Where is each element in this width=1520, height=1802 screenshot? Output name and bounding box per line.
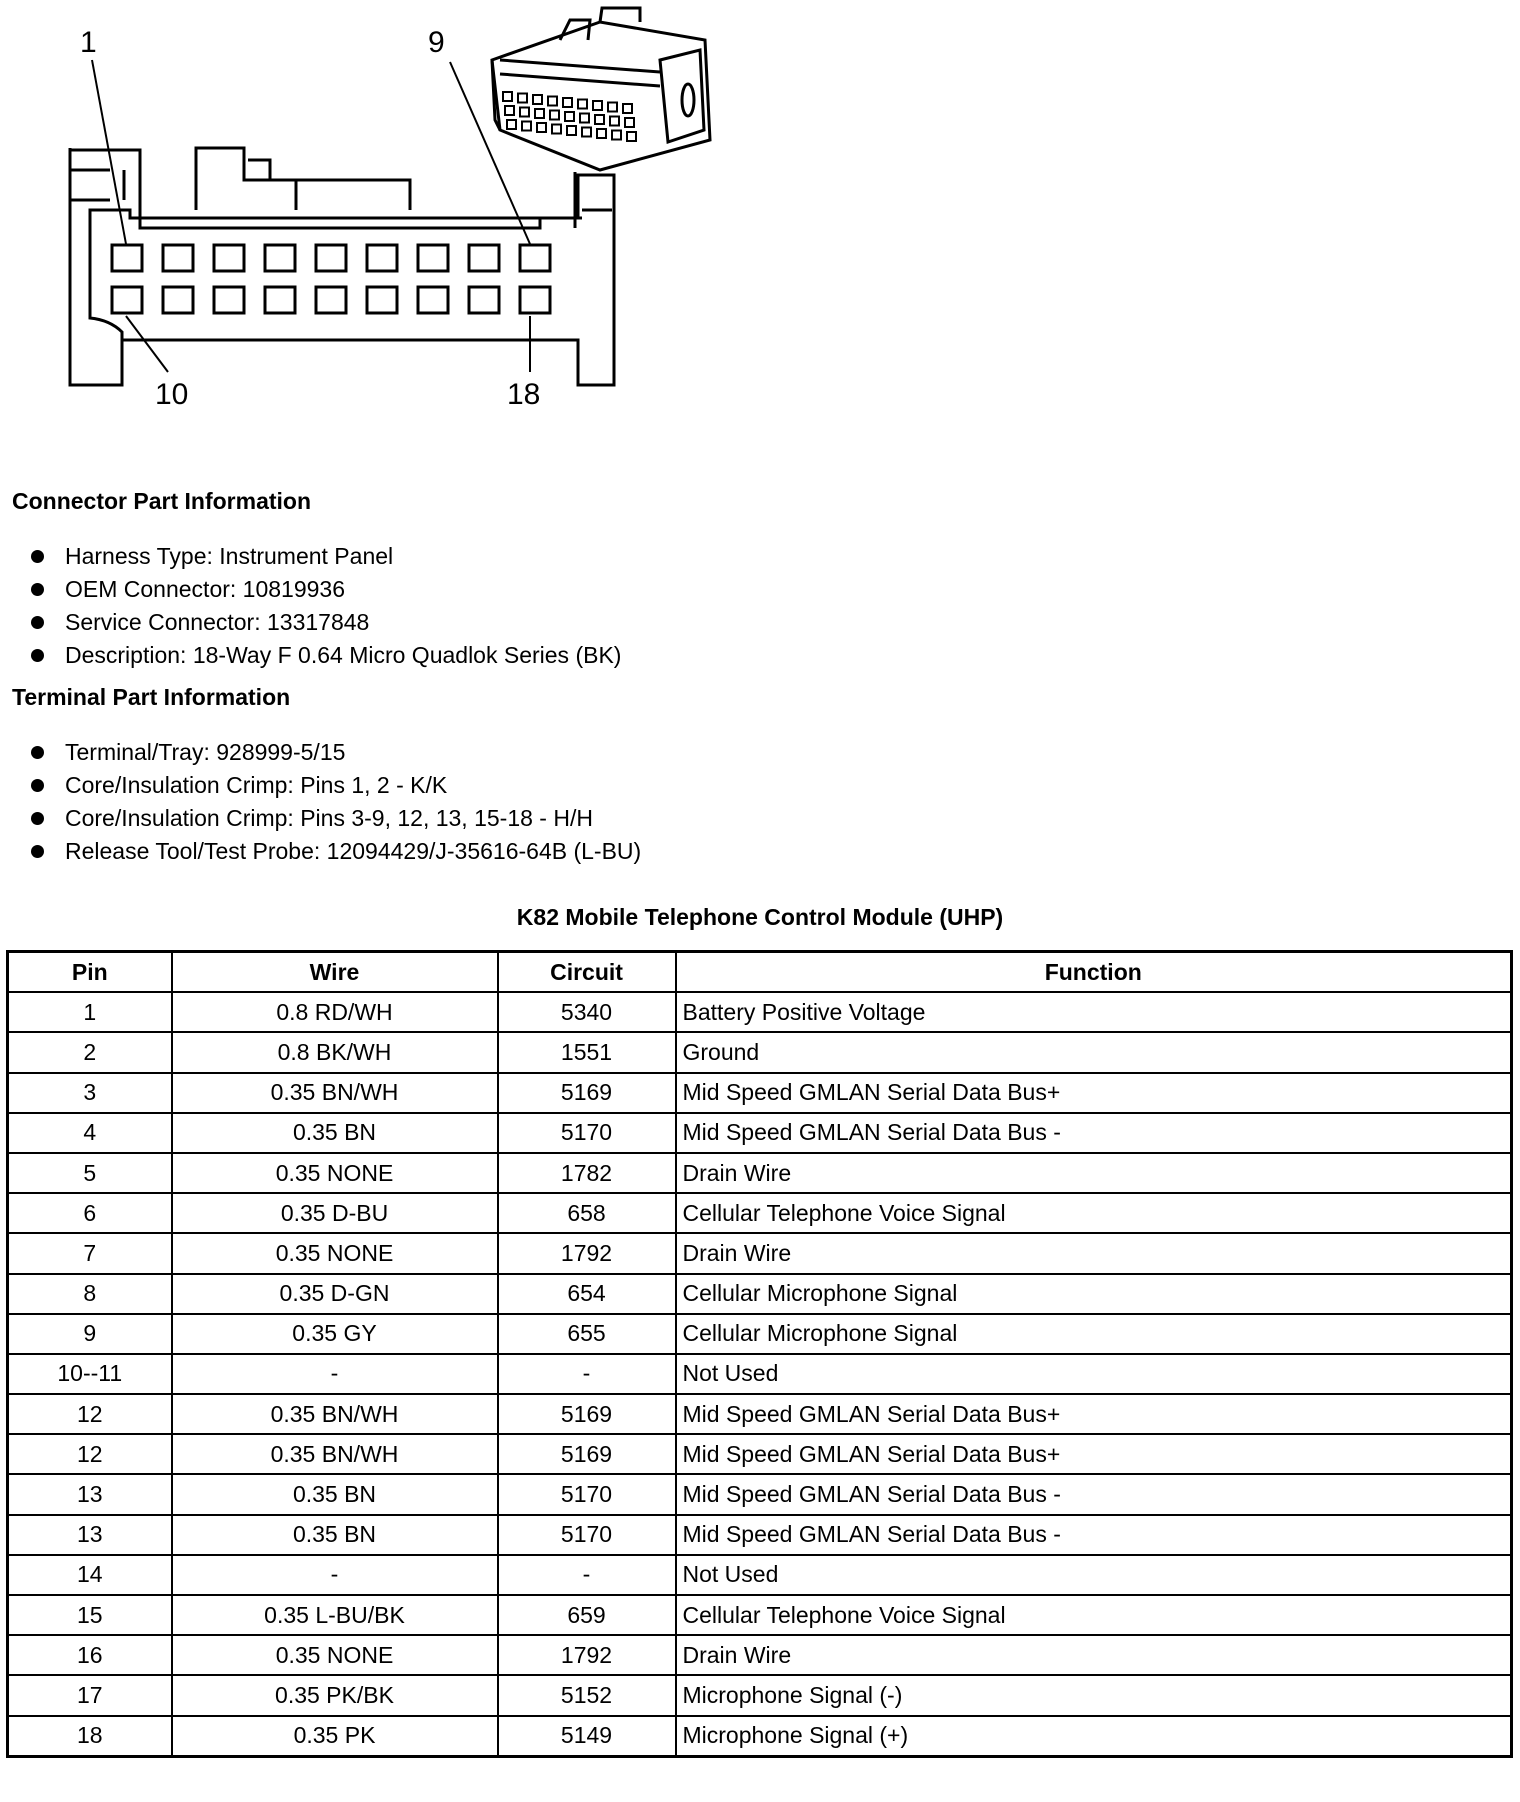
cell-circuit: 659 (498, 1595, 676, 1635)
cell-function: Mid Speed GMLAN Serial Data Bus - (676, 1515, 1512, 1555)
bullet-icon (31, 812, 44, 825)
cell-circuit: 5170 (498, 1113, 676, 1153)
cell-function: Drain Wire (676, 1233, 1512, 1273)
cell-function: Mid Speed GMLAN Serial Data Bus+ (676, 1434, 1512, 1474)
table-row (8, 1032, 1512, 1072)
connector-info-list (28, 540, 621, 672)
table-row (8, 1314, 1512, 1354)
cell-wire: 0.35 NONE (172, 1635, 498, 1675)
list-item: Description: 18-Way F 0.64 Micro Quadlok Series (BK) (28, 639, 621, 672)
terminal-info-heading: Terminal Part Information (12, 684, 291, 710)
icon-cavity (567, 126, 576, 135)
icon-cavity (550, 111, 559, 120)
cell-wire: 0.8 RD/WH (172, 992, 498, 1032)
table-row (8, 1233, 1512, 1273)
icon-cavity (537, 123, 546, 132)
pin-cavity (265, 287, 295, 313)
list-item: Harness Type: Instrument Panel (28, 540, 621, 573)
list-item: Core/Insulation Crimp: Pins 1, 2 - K/K (28, 769, 641, 802)
cell-pin: 12 (8, 1394, 172, 1434)
cell-pin: 8 (8, 1274, 172, 1314)
connector-inner-outline (90, 210, 582, 348)
icon-cavity (623, 104, 632, 113)
table-row (8, 1354, 1512, 1394)
table-row (8, 1716, 1512, 1757)
cell-wire: - (172, 1354, 498, 1394)
table-row (8, 1394, 1512, 1434)
cell-circuit: 5149 (498, 1716, 676, 1757)
cell-function: Drain Wire (676, 1635, 1512, 1675)
cell-wire: 0.35 PK (172, 1716, 498, 1757)
cell-pin: 1 (8, 992, 172, 1032)
pin-cavity (214, 245, 244, 271)
pin-cavity (469, 245, 499, 271)
cell-pin: 15 (8, 1595, 172, 1635)
list-item: OEM Connector: 10819936 (28, 573, 621, 606)
cell-pin: 9 (8, 1314, 172, 1354)
cell-function: Battery Positive Voltage (676, 992, 1512, 1032)
pin-cavity (163, 245, 193, 271)
list-item: Release Tool/Test Probe: 12094429/J-35616-64B (L-BU) (28, 835, 641, 868)
icon-cavity (597, 129, 606, 138)
list-item: Service Connector: 13317848 (28, 606, 621, 639)
cell-wire: 0.35 BN (172, 1515, 498, 1555)
pin-cavity (163, 287, 193, 313)
leader-line-pin-1 (92, 60, 126, 244)
table-row (8, 1193, 1512, 1233)
cell-pin: 16 (8, 1635, 172, 1675)
icon-cavity (580, 114, 589, 123)
pin-cavity (520, 287, 550, 313)
pin-cavity (520, 245, 550, 271)
pin-cavity (367, 245, 397, 271)
cell-wire: 0.35 BN/WH (172, 1394, 498, 1434)
pin-cavity (469, 287, 499, 313)
cell-circuit: 1782 (498, 1153, 676, 1193)
table-row (8, 1113, 1512, 1153)
cell-function: Microphone Signal (-) (676, 1675, 1512, 1715)
cell-wire: 0.35 BN/WH (172, 1073, 498, 1113)
connector-3d-icon (492, 8, 710, 170)
icon-cavity (625, 118, 634, 127)
pin-cavity (418, 287, 448, 313)
cell-pin: 7 (8, 1233, 172, 1273)
list-item: Core/Insulation Crimp: Pins 3-9, 12, 13, 15-18 - H/H (28, 802, 641, 835)
cell-function: Drain Wire (676, 1153, 1512, 1193)
cell-pin: 12 (8, 1434, 172, 1474)
cell-wire: 0.35 GY (172, 1314, 498, 1354)
cell-function: Not Used (676, 1354, 1512, 1394)
bullet-icon (31, 616, 44, 629)
table-row (8, 1515, 1512, 1555)
bullet-icon (31, 746, 44, 759)
header-circuit: Circuit (498, 952, 676, 993)
cell-function: Cellular Telephone Voice Signal (676, 1595, 1512, 1635)
pin-cavity (112, 245, 142, 271)
cell-circuit: 5170 (498, 1515, 676, 1555)
icon-cavity (548, 97, 557, 106)
icon-cavity (552, 125, 561, 134)
icon-cavity (522, 122, 531, 131)
cell-wire: 0.35 NONE (172, 1153, 498, 1193)
cell-function: Cellular Microphone Signal (676, 1314, 1512, 1354)
cell-circuit: 654 (498, 1274, 676, 1314)
cell-circuit: 5170 (498, 1474, 676, 1514)
table-row (8, 1595, 1512, 1635)
icon-cavity (627, 132, 636, 141)
bullet-icon (31, 550, 44, 563)
bullet-icon (31, 583, 44, 596)
table-row (8, 1635, 1512, 1675)
table-title: K82 Mobile Telephone Control Module (UHP) (516, 904, 1004, 930)
cell-function: Microphone Signal (+) (676, 1716, 1512, 1757)
table-header-row (8, 952, 1512, 993)
cell-wire: 0.35 D-BU (172, 1193, 498, 1233)
icon-cavity (503, 92, 512, 101)
icon-cavity (612, 131, 621, 140)
pin-label-1: 1 (80, 26, 97, 59)
icon-cavity (518, 94, 527, 103)
cell-pin: 3 (8, 1073, 172, 1113)
icon-cavity (608, 103, 617, 112)
table-row (8, 1073, 1512, 1113)
cell-wire: 0.35 L-BU/BK (172, 1595, 498, 1635)
cell-wire: 0.35 D-GN (172, 1274, 498, 1314)
pin-cavity (214, 287, 244, 313)
cell-circuit: - (498, 1555, 676, 1595)
cell-pin: 13 (8, 1515, 172, 1555)
cell-wire: - (172, 1555, 498, 1595)
header-function: Function (676, 952, 1512, 993)
cell-function: Mid Speed GMLAN Serial Data Bus+ (676, 1073, 1512, 1113)
cell-wire: 0.35 NONE (172, 1233, 498, 1273)
table-row (8, 1474, 1512, 1514)
icon-cavity (610, 117, 619, 126)
leader-line-pin-10 (126, 316, 168, 372)
cell-pin: 4 (8, 1113, 172, 1153)
cell-circuit: 5340 (498, 992, 676, 1032)
cell-wire: 0.8 BK/WH (172, 1032, 498, 1072)
cell-circuit: 655 (498, 1314, 676, 1354)
icon-cavity (507, 120, 516, 129)
list-item: Terminal/Tray: 928999-5/15 (28, 736, 641, 769)
icon-cavity (578, 100, 587, 109)
cell-circuit: 1792 (498, 1635, 676, 1675)
cell-circuit: 1551 (498, 1032, 676, 1072)
cell-pin: 2 (8, 1032, 172, 1072)
cell-function: Mid Speed GMLAN Serial Data Bus+ (676, 1394, 1512, 1434)
pin-cavity (265, 245, 295, 271)
cell-circuit: 5169 (498, 1394, 676, 1434)
icon-cavity (533, 95, 542, 104)
pin-label-9: 9 (428, 26, 445, 59)
bullet-icon (31, 845, 44, 858)
cell-circuit: 5152 (498, 1675, 676, 1715)
pin-label-10: 10 (155, 378, 189, 411)
table-row (8, 1434, 1512, 1474)
cell-function: Cellular Telephone Voice Signal (676, 1193, 1512, 1233)
cell-circuit: 5169 (498, 1434, 676, 1474)
cell-pin: 13 (8, 1474, 172, 1514)
table-row (8, 992, 1512, 1032)
table-row (8, 1675, 1512, 1715)
pinout-table (6, 950, 1513, 1758)
connector-diagram (0, 0, 760, 430)
icon-cavity (565, 112, 574, 121)
cell-pin: 5 (8, 1153, 172, 1193)
cell-circuit: 5169 (498, 1073, 676, 1113)
bullet-icon (31, 649, 44, 662)
cell-pin: 14 (8, 1555, 172, 1595)
cell-function: Ground (676, 1032, 1512, 1072)
cell-wire: 0.35 BN/WH (172, 1434, 498, 1474)
table-row (8, 1153, 1512, 1193)
icon-cavity (535, 109, 544, 118)
pin-cavity (367, 287, 397, 313)
cell-function: Cellular Microphone Signal (676, 1274, 1512, 1314)
cell-wire: 0.35 BN (172, 1474, 498, 1514)
pin-cavity (316, 287, 346, 313)
icon-cavity (595, 115, 604, 124)
pin-cavity (418, 245, 448, 271)
header-wire: Wire (172, 952, 498, 993)
cell-function: Mid Speed GMLAN Serial Data Bus - (676, 1474, 1512, 1514)
header-pin: Pin (8, 952, 172, 993)
table-row (8, 1274, 1512, 1314)
connector-top-tabs (196, 148, 410, 210)
icon-cavity (593, 101, 602, 110)
pin-cavity (112, 287, 142, 313)
cell-pin: 18 (8, 1716, 172, 1757)
cell-pin: 17 (8, 1675, 172, 1715)
icon-cavity (520, 108, 529, 117)
cell-wire: 0.35 BN (172, 1113, 498, 1153)
cell-pin: 10--11 (8, 1354, 172, 1394)
cell-circuit: 658 (498, 1193, 676, 1233)
cell-function: Mid Speed GMLAN Serial Data Bus - (676, 1113, 1512, 1153)
cell-function: Not Used (676, 1555, 1512, 1595)
terminal-info-list (28, 736, 641, 868)
icon-cavity (582, 128, 591, 137)
icon-cavity (563, 98, 572, 107)
cell-pin: 6 (8, 1193, 172, 1233)
cell-circuit: 1792 (498, 1233, 676, 1273)
icon-cavity (505, 106, 514, 115)
pin-label-18: 18 (507, 378, 541, 411)
connector-info-heading: Connector Part Information (12, 488, 312, 514)
cell-circuit: - (498, 1354, 676, 1394)
bullet-icon (31, 779, 44, 792)
pin-cavity (316, 245, 346, 271)
cell-wire: 0.35 PK/BK (172, 1675, 498, 1715)
table-row (8, 1555, 1512, 1595)
